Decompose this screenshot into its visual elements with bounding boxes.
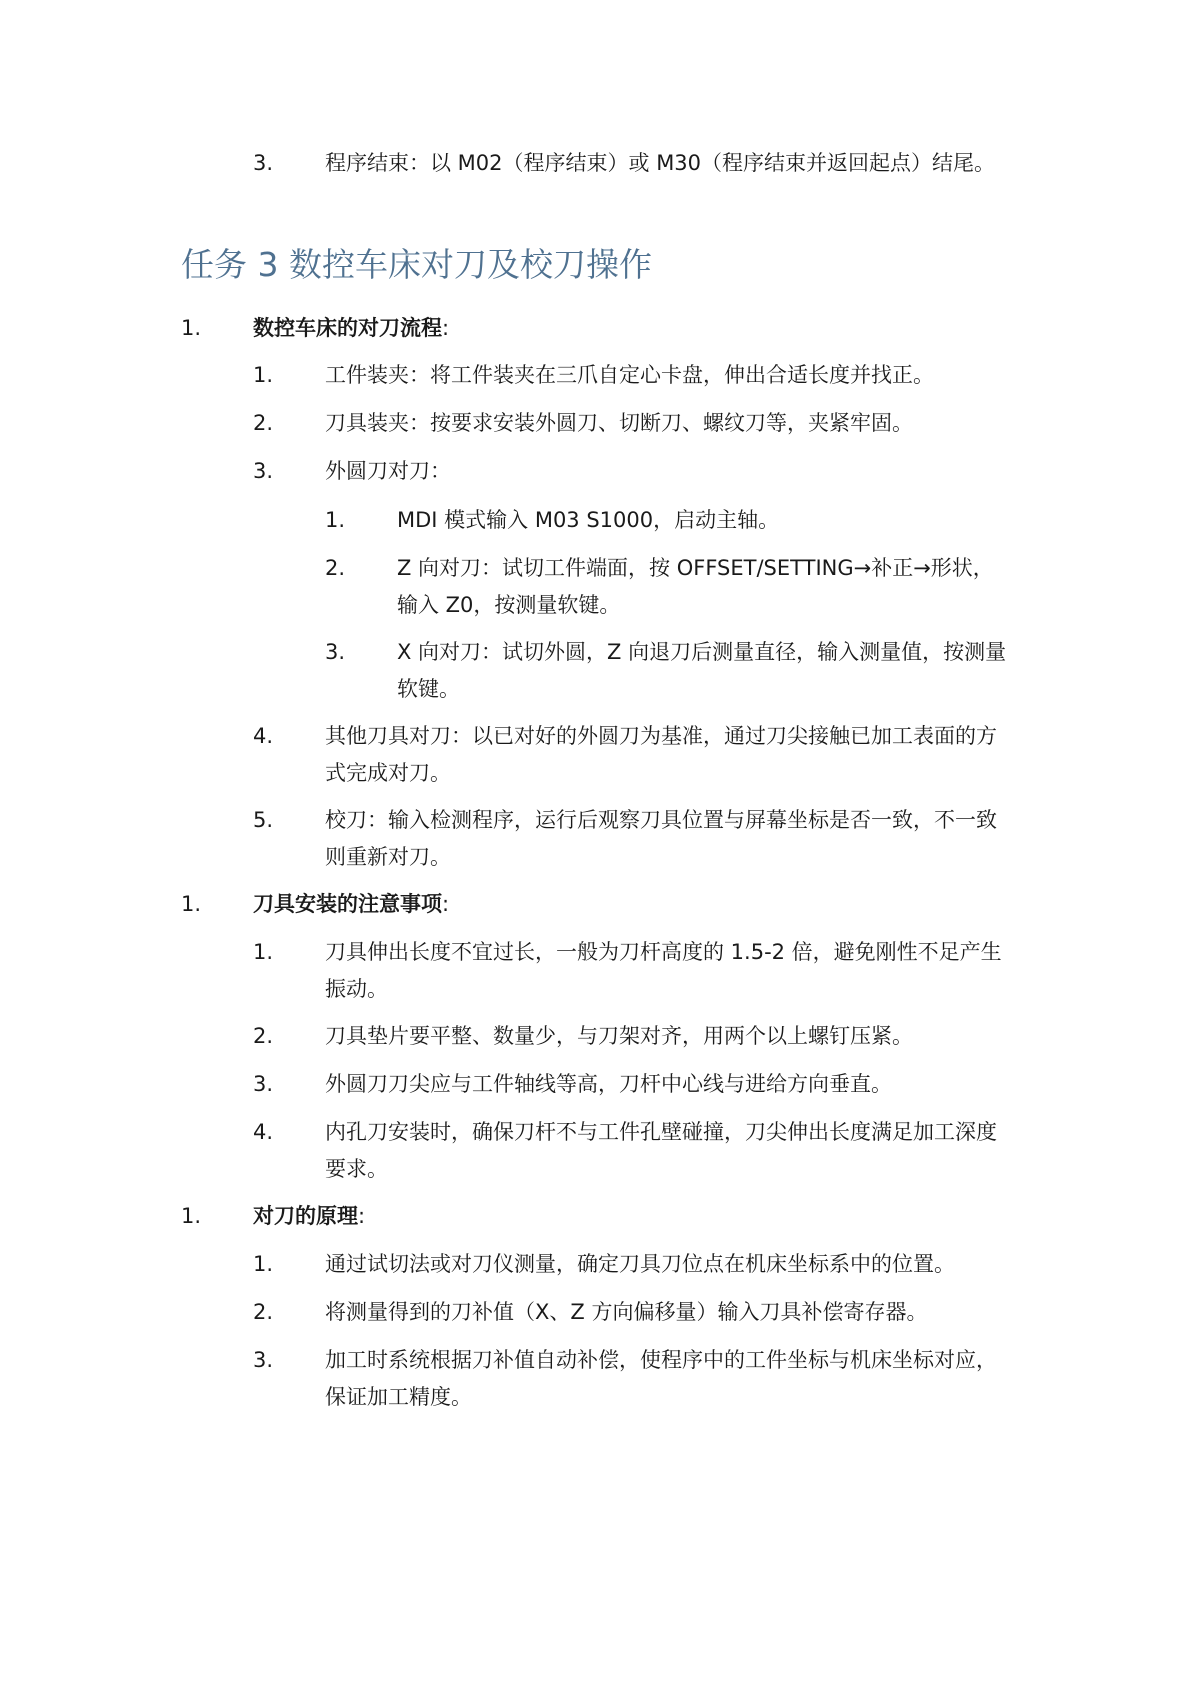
list-text: Z 向对刀：试切工件端面，按 OFFSET/SETTING→补正→形状，输入 Z0，按测量软键。 [397,556,994,617]
list-item [253,1018,1010,1055]
list-item [253,453,1010,490]
list-number: 2. [253,1024,274,1048]
list-number: 1. [181,892,202,916]
section-title-row [181,1198,1013,1235]
list-number: 5. [253,808,274,832]
list-item [253,1114,1010,1188]
list-text: X 向对刀：试切外圆，Z 向退刀后测量直径，输入测量值，按测量软键。 [397,640,1007,701]
list-number: 4. [253,724,274,748]
list-number: 1. [253,940,274,964]
list-text: 内孔刀安装时，确保刀杆不与工件孔壁碰撞，刀尖伸出长度满足加工深度要求。 [325,1120,997,1181]
list-number: 3. [253,1348,274,1372]
list-text: 刀具垫片要平整、数量少，与刀架对齐，用两个以上螺钉压紧。 [325,1024,913,1048]
list-number: 3. [325,640,346,664]
list-text: 将测量得到的刀补值（X、Z 方向偏移量）输入刀具补偿寄存器。 [325,1300,928,1324]
list-text: 外圆刀对刀： [325,459,451,483]
list-text: MDI 模式输入 M03 S1000，启动主轴。 [397,508,780,532]
list-text: 刀具伸出长度不宜过长，一般为刀杆高度的 1.5-2 倍，避免刚性不足产生振动。 [325,940,1002,1001]
list-text: 其他刀具对刀：以已对好的外圆刀为基准，通过刀尖接触已加工表面的方式完成对刀。 [325,724,997,785]
sub-list-item [325,634,1009,708]
list-number: 2. [325,556,346,580]
list-item [253,357,1010,394]
list-number: 1. [253,363,274,387]
list-number: 1. [181,316,202,340]
list-item [253,1246,1010,1283]
section-heading: 任务 3 数控车床对刀及校刀操作 [181,245,652,284]
list-number: 3. [253,1072,274,1096]
section-title: 对刀的原理 [253,1204,358,1228]
list-text: 程序结束：以 M02（程序结束）或 M30（程序结束并返回起点）结尾。 [325,151,996,175]
section-title-row [181,310,1013,347]
list-item [253,1342,1010,1416]
section-colon: : [442,316,450,340]
section-title: 数控车床的对刀流程 [253,316,442,340]
section-title: 刀具安装的注意事项 [253,892,442,916]
list-text: 通过试切法或对刀仪测量，确定刀具刀位点在机床坐标系中的位置。 [325,1252,955,1276]
sub-list-item [325,550,1009,624]
section-title-row [181,886,1013,923]
list-text: 加工时系统根据刀补值自动补偿，使程序中的工件坐标与机床坐标对应，保证加工精度。 [325,1348,997,1409]
intro-list-item [253,145,1010,182]
list-number: 1. [181,1204,202,1228]
list-text: 刀具装夹：按要求安装外圆刀、切断刀、螺纹刀等，夹紧牢固。 [325,411,913,435]
list-item [253,1066,1010,1103]
list-item [253,405,1010,442]
sub-list-item [325,502,1009,539]
list-number: 3. [253,459,274,483]
list-text: 工件装夹：将工件装夹在三爪自定心卡盘，伸出合适长度并找正。 [325,363,934,387]
list-item [253,718,1010,792]
list-number: 4. [253,1120,274,1144]
list-item [253,934,1010,1008]
list-text: 外圆刀刀尖应与工件轴线等高，刀杆中心线与进给方向垂直。 [325,1072,892,1096]
section-colon: : [442,892,450,916]
list-number: 3. [253,151,274,175]
list-item [253,1294,1010,1331]
list-item [253,802,1010,876]
list-number: 1. [325,508,346,532]
list-text: 校刀：输入检测程序，运行后观察刀具位置与屏幕坐标是否一致，不一致则重新对刀。 [325,808,997,869]
list-number: 2. [253,1300,274,1324]
list-number: 2. [253,411,274,435]
list-number: 1. [253,1252,274,1276]
section-colon: : [358,1204,366,1228]
